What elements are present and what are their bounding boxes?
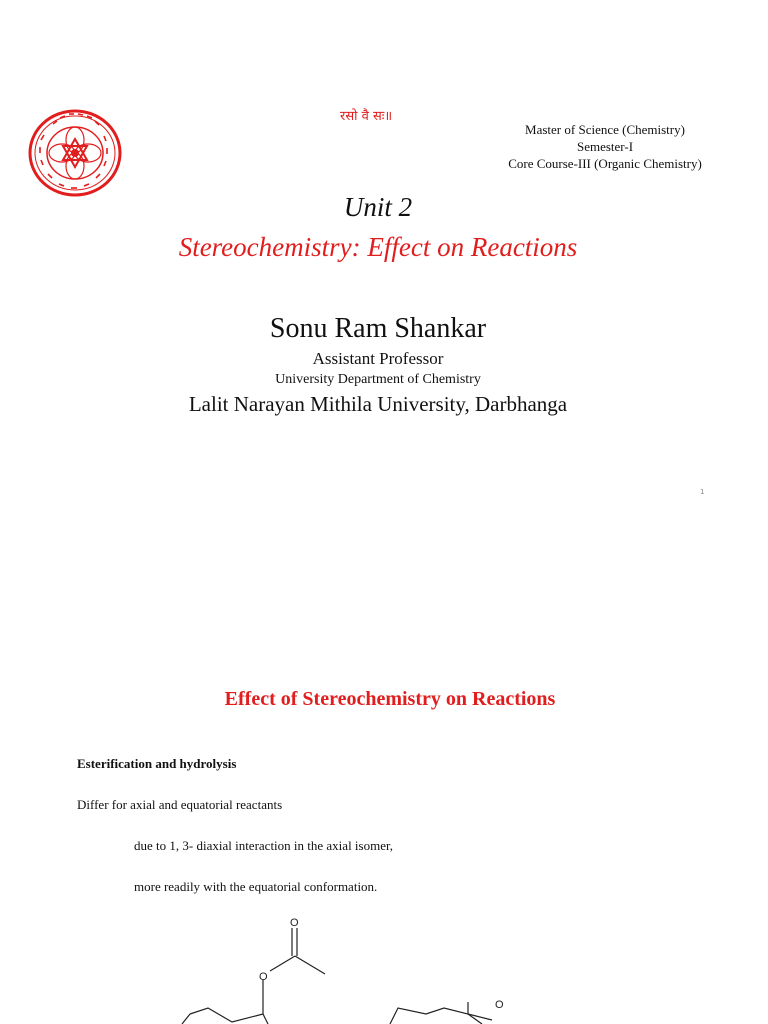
body-line: due to 1, 3- diaxial interaction in the axial isomer, <box>134 838 394 853</box>
university-seal-logo <box>27 108 123 198</box>
acyl-bond <box>270 956 295 971</box>
section-heading: Effect of Stereochemistry on Reactions <box>224 688 556 710</box>
section-subheading: Esterification and hydrolysis <box>77 756 237 771</box>
course-title: Core Course-III (Organic Chemistry) <box>508 156 702 171</box>
ester-oxygen-label: O <box>259 971 268 983</box>
sanskrit-motto: रसो वै सः॥ <box>340 109 393 124</box>
author-university: Lalit Narayan Mithila University, Darbhanga <box>188 392 568 416</box>
course-semester: Semester-I <box>576 139 634 154</box>
chemical-structure-diagram <box>170 910 530 1024</box>
author-department: University Department of Chemistry <box>275 372 481 387</box>
cyclohexane-chair-left <box>190 1008 268 1024</box>
course-degree: Master of Science (Chemistry) <box>525 122 685 137</box>
carbonyl-oxygen-label: O <box>290 917 299 929</box>
unit-subtitle: Stereochemistry: Effect on Reactions <box>178 232 578 262</box>
ring-bond <box>182 1014 190 1024</box>
author-role: Assistant Professor <box>312 349 444 368</box>
course-info <box>470 121 740 172</box>
body-line: Differ for axial and equatorial reactants <box>77 797 283 812</box>
author-name: Sonu Ram Shankar <box>269 313 487 344</box>
page-number: 1 <box>700 488 705 496</box>
unit-title: Unit 2 <box>343 192 413 222</box>
right-oxygen-label: O <box>495 999 504 1011</box>
body-line: more readily with the equatorial conformation. <box>134 879 378 894</box>
acyl-bond <box>295 956 325 974</box>
